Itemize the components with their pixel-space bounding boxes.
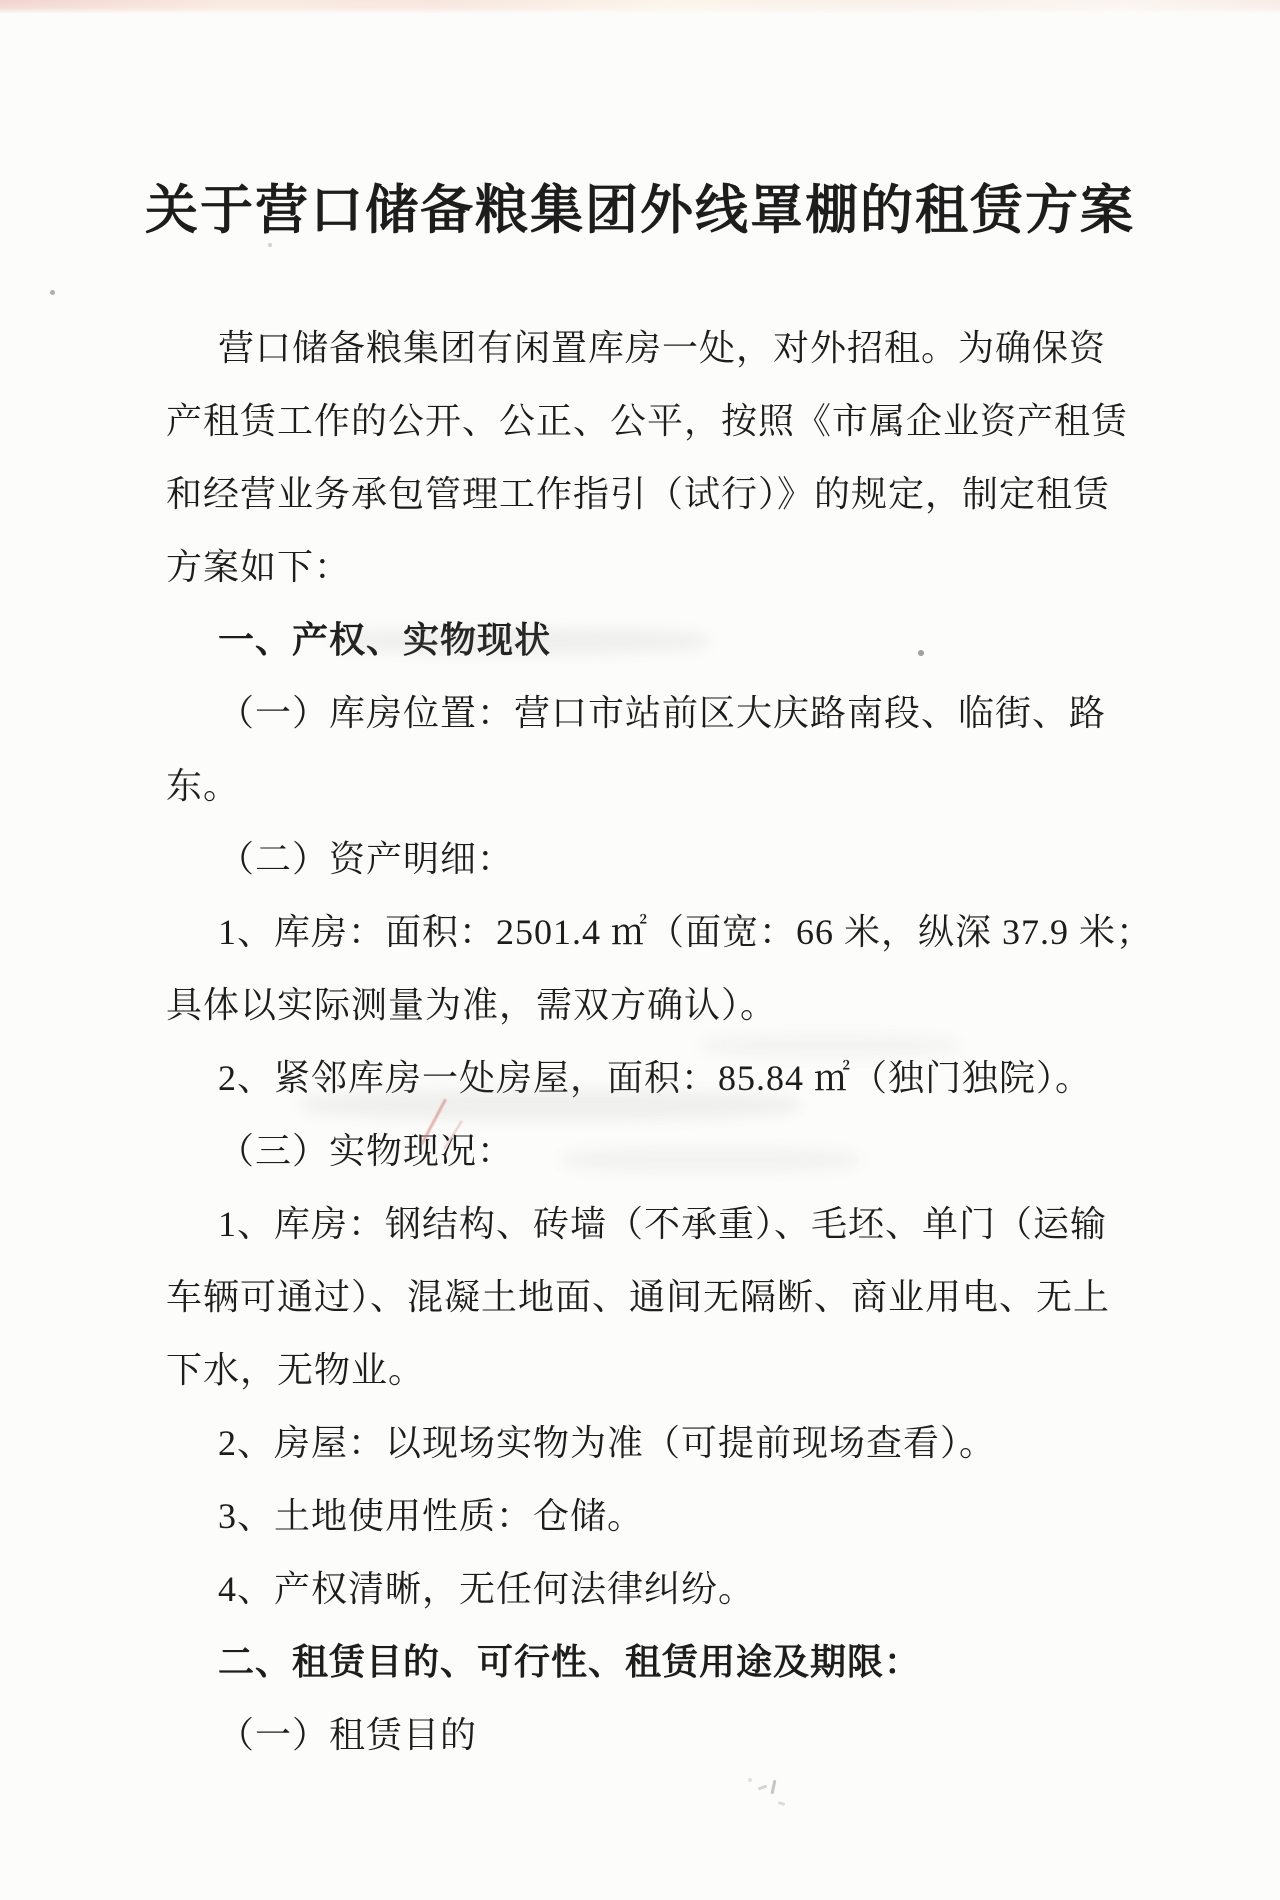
ink-bleed-artifact: [300, 1090, 800, 1120]
section-heading-2: 二、租赁目的、可行性、租赁用途及期限：: [218, 1642, 922, 1682]
ink-bleed-artifact: [700, 1035, 960, 1057]
subsection-line: （一）租赁目的: [218, 1715, 478, 1755]
paragraph-line: 车辆可通过）、混凝土地面、通间无隔断、商业用电、无上: [166, 1277, 1111, 1317]
document-body: [166, 312, 1176, 1772]
list-item-line: 1、库房：钢结构、砖墙（不承重）、毛坯、单门（运输: [218, 1204, 1108, 1244]
smudge-artifact: [748, 1778, 752, 1782]
document-title: 关于营口储备粮集团外线罩棚的租赁方案: [145, 182, 1135, 240]
paragraph-line: 产租赁工作的公开、公正、公平，按照《市属企业资产租赁: [166, 401, 1129, 441]
paragraph-line: 方案如下：: [166, 547, 352, 587]
scan-speck: [268, 243, 272, 247]
ink-bleed-artifact: [330, 628, 710, 654]
list-item-line: 2、紧邻库房一处房屋，面积：85.84 ㎡（独门独院）。: [218, 1058, 1093, 1098]
list-item-line: 4、产权清晰，无任何法律纠纷。: [218, 1569, 756, 1609]
paragraph-line: 下水，无物业。: [166, 1350, 426, 1390]
list-item-line: 3、土地使用性质：仓储。: [218, 1496, 645, 1536]
smudge-artifact: [778, 1801, 786, 1806]
subsection-line: （一）库房位置：营口市站前区大庆路南段、临街、路: [218, 693, 1107, 733]
smudge-artifact: [771, 1780, 777, 1794]
paragraph-line: 东。: [166, 766, 241, 806]
subsection-line: （二）资产明细：: [218, 839, 515, 879]
ink-bleed-artifact: [560, 1148, 860, 1172]
list-item-line: 1、库房：面积：2501.4 ㎡（面宽：66 米，纵深 37.9 米；: [218, 912, 1154, 952]
subsection-line: （三）实物现况：: [218, 1131, 515, 1171]
smudge-artifact: [758, 1785, 767, 1791]
paragraph-line: 具体以实际测量为准，需双方确认）。: [166, 985, 778, 1025]
scan-speck: [918, 650, 924, 656]
paragraph-line: 和经营业务承包管理工作指引（试行）》的规定，制定租赁: [166, 474, 1111, 514]
list-item-line: 2、房屋：以现场实物为准（可提前现场查看）。: [218, 1423, 997, 1463]
scan-speck: [50, 290, 55, 295]
section-heading-1: 一、产权、实物现状: [218, 620, 552, 660]
scan-edge-artifact: [0, 0, 1280, 14]
paragraph-line: 营口储备粮集团有闲置库房一处，对外招租。为确保资: [218, 328, 1107, 368]
